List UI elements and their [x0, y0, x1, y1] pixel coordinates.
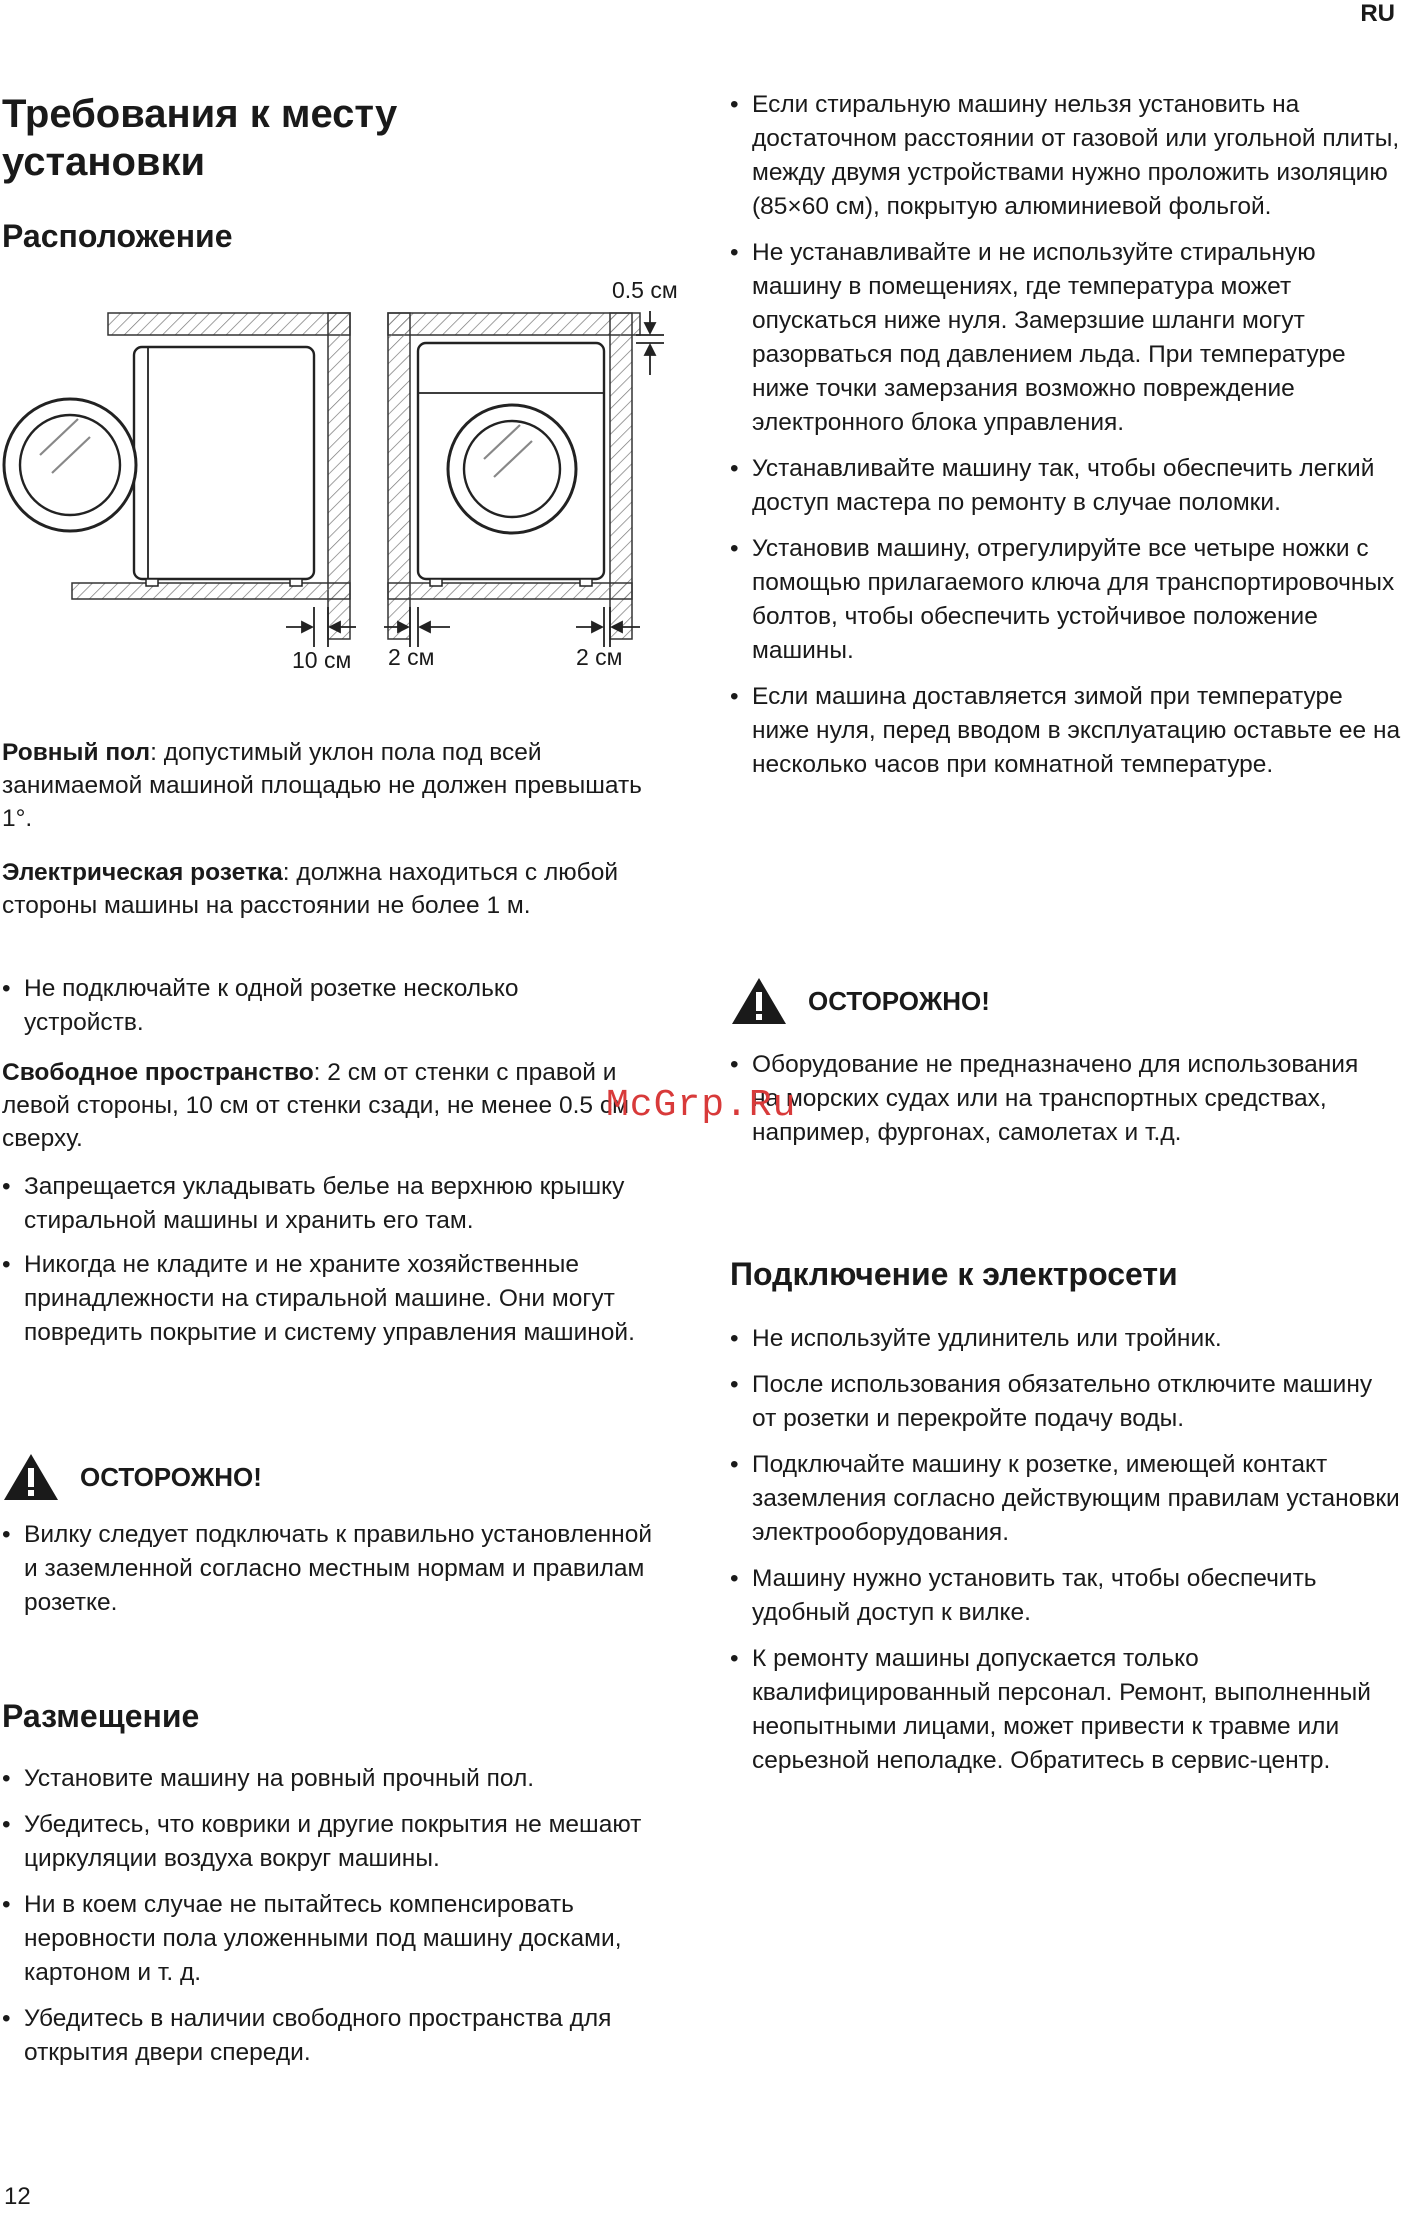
list-item: • Убедитесь в наличии свободного пространства для открытия двери спереди. — [2, 2002, 662, 2070]
electric-list — [730, 1322, 1402, 1778]
section-heading-location: Расположение — [2, 218, 233, 254]
space-text: : 2 см от стенки с правой и левой стороны, 10 см от стенки сзади, не менее 0.5 см сверху. — [2, 1059, 629, 1152]
warning-list-right — [730, 1048, 1390, 1150]
warning-list-left — [2, 1518, 667, 1620]
space-bullet-list — [2, 1170, 667, 1350]
requirements-list-right — [730, 88, 1402, 782]
list-item: • Убедитесь, что коврики и другие покрытия не мешают циркуляции воздуха вокруг машины. — [2, 1808, 662, 1876]
socket-paragraph — [2, 856, 642, 922]
floor-right — [388, 583, 632, 599]
warning-title: ОСТОРОЖНО! — [808, 985, 990, 1016]
language-code: RU — [1360, 0, 1395, 27]
warning-title: ОСТОРОЖНО! — [80, 1461, 262, 1492]
ceiling-wall-right — [388, 313, 640, 335]
list-item: • Установив машину, отрегулируйте все четыре ножки с помощью прилагаемого ключа для транспортировочных болтов, чтобы обеспечить устойчивое положение машины. — [730, 532, 1402, 668]
section-heading-electric: Подключение к электросети — [730, 1256, 1178, 1292]
page-title: Требования к месту установки — [2, 92, 398, 184]
list-item: • Оборудование не предназначено для использования на морских судах или на транспортных средствах, например, фургонах, самолетах и т.д. — [730, 1048, 1390, 1150]
list-item: • Подключайте машину к розетке, имеющей контакт заземления согласно действующим правилам установки электрооборудования. — [730, 1448, 1402, 1550]
page-number: 12 — [4, 2183, 31, 2210]
warning-triangle-icon — [730, 976, 788, 1026]
space-paragraph — [2, 1056, 642, 1155]
list-item: • Не устанавливайте и не используйте стиральную машину в помещениях, где температура может опускаться ниже нуля. Замерзшие шланги могут разорваться под давлением льда. При температуре ниже точки замерзания возможно повреждение электронного блока управления. — [730, 236, 1402, 440]
side-gap-right-label: 2 см — [576, 644, 623, 670]
side-view — [4, 313, 350, 639]
list-item: • Вилку следует подключать к правильно установленной и заземленной согласно местным нормам и правилам розетке. — [2, 1518, 667, 1620]
list-item: • Никогда не кладите и не храните хозяйственные принадлежности на стиральной машине. Они могут повредить покрытие и систему управления машиной. — [2, 1248, 667, 1350]
socket-label: Электрическая розетка — [2, 859, 283, 886]
list-item: • Не подключайте к одной розетке несколько устройств. — [2, 972, 642, 1040]
ceiling-wall-left — [108, 313, 350, 335]
floor-label: Ровный пол — [2, 739, 151, 766]
top-gap-label: 0.5 см — [612, 277, 678, 303]
list-item: • Установите машину на ровный прочный пол. — [2, 1762, 662, 1796]
warning-triangle-icon — [2, 1452, 60, 1502]
floor-paragraph — [2, 736, 642, 835]
list-item: • Устанавливайте машину так, чтобы обеспечить легкий доступ мастера по ремонту в случае поломки. — [730, 452, 1402, 520]
section-heading-placement: Размещение — [2, 1698, 200, 1734]
side-gap-left-label: 2 см — [388, 644, 435, 670]
list-item: • Если стиральную машину нельзя установить на достаточном расстоянии от газовой или угольной плиты, между двумя устройствами нужно проложить изоляцию (85×60 см), покрытую алюминиевой фольгой. — [730, 88, 1402, 224]
list-item: • После использования обязательно отключите машину от розетки и перекройте подачу воды. — [730, 1368, 1402, 1436]
list-item: • Ни в коем случае не пытайтесь компенсировать неровности пола уложенными под машину досками, картоном и т. д. — [2, 1888, 662, 1990]
list-item: • К ремонту машины допускается только квалифицированный персонал. Ремонт, выполненный неопытными лицами, может привести к травме или серьезной неполадке. Обратитесь в сервис-центр. — [730, 1642, 1402, 1778]
warning-block-left — [2, 1452, 262, 1502]
socket-text: : должна находиться с любой стороны машины на расстоянии не более 1 м. — [2, 859, 619, 919]
socket-bullet-list — [2, 972, 642, 1040]
warning-block-right — [730, 976, 990, 1026]
front-view — [388, 313, 640, 639]
list-item: • Не используйте удлинитель или тройник. — [730, 1322, 1402, 1356]
back-gap-label: 10 см — [292, 647, 352, 673]
placement-list — [2, 1762, 662, 2070]
clearance-diagram — [0, 255, 700, 685]
list-item: • Запрещается укладывать белье на верхнюю крышку стиральной машины и хранить его там. — [2, 1170, 667, 1238]
list-item: • Если машина доставляется зимой при температуре ниже нуля, перед вводом в эксплуатацию оставьте ее на несколько часов при комнатной температуре. — [730, 680, 1402, 782]
floor-left — [72, 583, 350, 599]
watermark: McGrp.Ru — [606, 1084, 797, 1127]
list-item: • Машину нужно установить так, чтобы обеспечить удобный доступ к вилке. — [730, 1562, 1402, 1630]
space-label: Свободное пространство — [2, 1059, 314, 1086]
washer-side-body — [134, 347, 314, 579]
floor-text: : допустимый уклон пола под всей занимаемой машиной площадью не должен превышать 1°. — [2, 739, 642, 832]
